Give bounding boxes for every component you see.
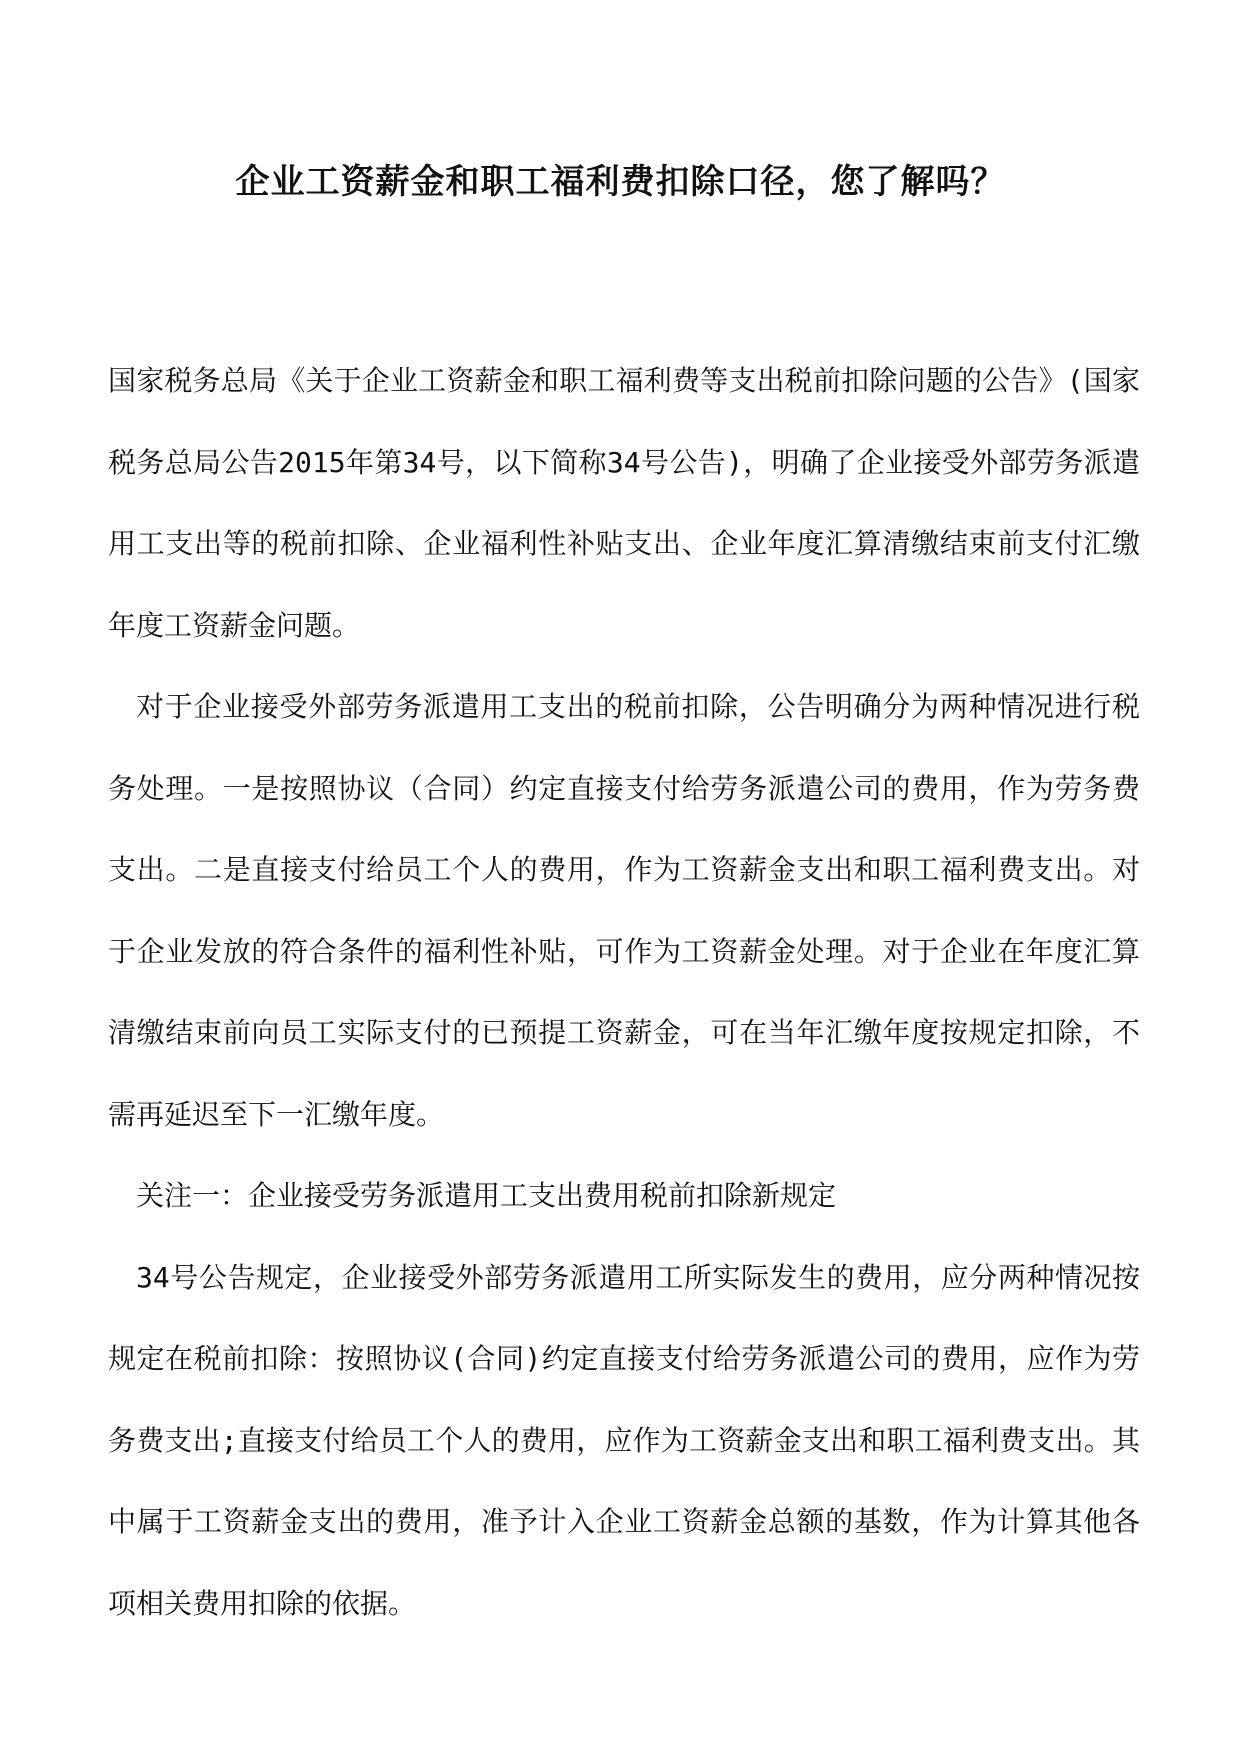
section-heading-focus-one: 关注一：企业接受劳务派遣用工支出费用税前扣除新规定: [136, 1179, 837, 1212]
paragraph-summary: 对于企业接受外部劳务派遣用工支出的税前扣除，公告明确分为两种情况进行税务处理。一是按照协议（合同）约定直接支付给劳务派遣公司的费用，作为劳务费支出。二是直接支付给员工个人的费用，作为工资薪金支出和职工福利费支出。对于企业发放的符合条件的福利性补贴，可作为工资薪金处理。对于企业在年度汇算清缴结束前向员工实际支付的已预提工资薪金，可在当年汇缴年度按规定扣除，不需再延迟至下一汇缴年度。: [108, 690, 1140, 1131]
paragraph-intro: 国家税务总局《关于企业工资薪金和职工福利费等支出税前扣除问题的公告》(国家税务总局公告2015年第34号，以下简称34号公告)，明确了企业接受外部劳务派遣用工支出等的税前扣除、企业福利性补贴支出、企业年度汇算清缴结束前支付汇缴年度工资薪金问题。: [108, 364, 1140, 642]
document-title: 企业工资薪金和职工福利费扣除口径，您了解吗？: [235, 162, 1006, 202]
paragraph-focus-one-detail: 34号公告规定，企业接受外部劳务派遣用工所实际发生的费用，应分两种情况按规定在税前扣除：按照协议(合同)约定直接支付给劳务派遣公司的费用，应作为劳务费支出;直接支付给员工个人的费用，应作为工资薪金支出和职工福利费支出。其中属于工资薪金支出的费用，准予计入企业工资薪金总额的基数，作为计算其他各项相关费用扣除的依据。: [108, 1260, 1140, 1620]
document-body: [108, 340, 1140, 1644]
